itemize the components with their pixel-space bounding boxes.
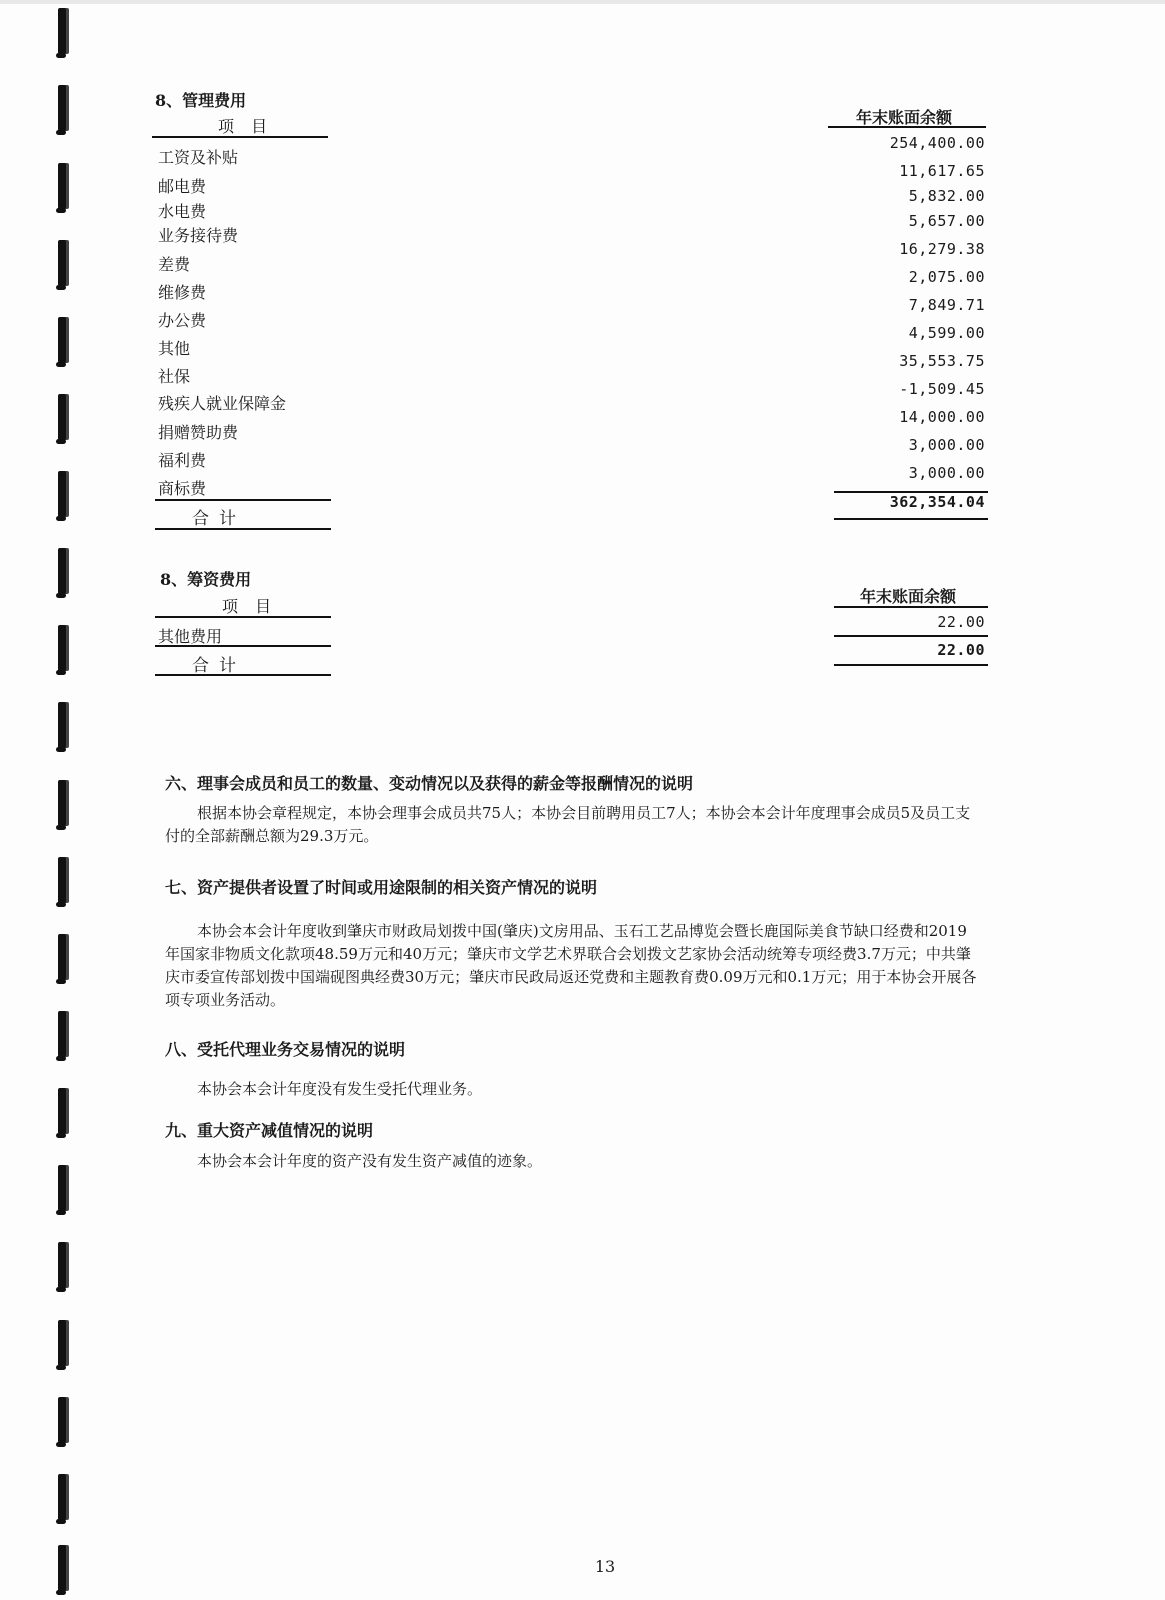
binding-hole xyxy=(58,1474,66,1520)
table-row-label: 工资及补贴 xyxy=(158,148,239,167)
page-top-edge xyxy=(0,0,1165,4)
table-row-value: 254,400.00 xyxy=(889,134,985,152)
binding-hole xyxy=(58,240,66,286)
balance-column-header: 年末账面余额 xyxy=(856,108,953,127)
table-row-label: 福利费 xyxy=(158,451,207,470)
total-rule-left-top xyxy=(155,645,331,647)
total-rule-left-top xyxy=(155,499,331,501)
total-rule-left-bottom xyxy=(155,528,331,530)
section-7-text: 本协会本会计年度收到肇庆市财政局划拨中国(肇庆)文房用品、玉石工艺品博览会暨长鹿国际美食节缺口经费和2019年国家非物质文化款项48.59万元和40万元；肇庆市文学艺术界联合会划拨文艺家协会活动统筹专项经费3.7万元；中共肇庆市委宣传部划拨中国端砚图典经费30万元；肇庆市民政局返还党费和主题教育费0.09万元和0.1万元；用于本协会开展各项专项业务活动。 xyxy=(165,922,977,1009)
binding-hole xyxy=(58,163,66,209)
table-row-value: 22.00 xyxy=(937,613,985,631)
item-column-header: 项 目 xyxy=(218,117,274,136)
binding-hole xyxy=(58,1397,66,1443)
binding-hole xyxy=(58,394,66,440)
table-row-label: 办公费 xyxy=(158,311,207,330)
header-rule-left xyxy=(152,136,328,138)
table-row-label: 社保 xyxy=(158,367,191,386)
binding-hole xyxy=(58,1011,66,1057)
header-rule-right xyxy=(834,606,988,608)
table-row-value: 2,075.00 xyxy=(908,268,985,286)
binding-hole xyxy=(58,1320,66,1366)
total-value: 22.00 xyxy=(937,641,985,659)
binding-hole xyxy=(58,857,66,903)
management-title: 8、管理费用 xyxy=(155,91,247,110)
binding-hole xyxy=(58,471,66,517)
section-7-heading: 七、资产提供者设置了时间或用途限制的相关资产情况的说明 xyxy=(165,878,598,897)
total-rule-right-bottom xyxy=(834,664,988,666)
table-row-label: 捐赠赞助费 xyxy=(158,423,239,442)
table-row-value: 14,000.00 xyxy=(899,408,985,426)
section-9-heading: 九、重大资产减值情况的说明 xyxy=(165,1121,374,1140)
total-label: 合计 xyxy=(192,656,246,676)
binding-hole xyxy=(58,548,66,594)
table-row-value: 5,832.00 xyxy=(908,187,985,205)
table-row-value: 5,657.00 xyxy=(908,212,985,230)
table-row-value: 16,279.38 xyxy=(899,240,985,258)
table-row-value: 35,553.75 xyxy=(899,352,985,370)
table-row-label: 差费 xyxy=(158,255,191,274)
item-column-header: 项 目 xyxy=(222,597,278,616)
table-row-label: 其他 xyxy=(158,339,191,358)
binding-hole xyxy=(58,1165,66,1211)
table-row-value: 7,849.71 xyxy=(908,296,985,314)
binding-hole xyxy=(58,625,66,671)
header-rule-right xyxy=(828,126,986,128)
binding-hole xyxy=(58,1242,66,1288)
table-row-value: 4,599.00 xyxy=(908,324,985,342)
table-row-value: 3,000.00 xyxy=(908,464,985,482)
table-row-value: 3,000.00 xyxy=(908,436,985,454)
binding-hole xyxy=(58,8,66,54)
binding-hole xyxy=(58,1088,66,1134)
binding-hole xyxy=(58,780,66,826)
table-row-label: 业务接待费 xyxy=(158,226,239,245)
table-row-label: 商标费 xyxy=(158,479,207,498)
table-row-value: -1,509.45 xyxy=(899,380,985,398)
binding-hole xyxy=(58,317,66,363)
section-6-heading: 六、理事会成员和员工的数量、变动情况以及获得的薪金等报酬情况的说明 xyxy=(165,774,694,793)
table-row-label: 邮电费 xyxy=(158,177,207,196)
table-row-label: 其他费用 xyxy=(158,627,223,646)
binding-hole xyxy=(58,85,66,131)
binding-hole xyxy=(58,934,66,980)
header-rule-left xyxy=(155,616,331,618)
section-6-text: 根据本协会章程规定，本协会理事会成员共75人；本协会目前聘用员工7人；本协会本会计年度理事会成员5及员工支付的全部薪酬总额为29.3万元。 xyxy=(165,804,971,845)
total-rule-left-bottom xyxy=(155,674,331,676)
total-label: 合计 xyxy=(192,509,246,529)
section-8-heading: 八、受托代理业务交易情况的说明 xyxy=(165,1040,406,1059)
total-rule-right-top xyxy=(834,635,988,637)
total-value: 362,354.04 xyxy=(889,493,985,511)
spiral-binding xyxy=(0,0,80,1600)
financing-title: 8、筹资费用 xyxy=(160,570,252,589)
section-9-text: 本协会本会计年度的资产没有发生资产减值的迹象。 xyxy=(197,1152,543,1170)
page-number: 13 xyxy=(594,1557,616,1576)
table-row-label: 残疾人就业保障金 xyxy=(158,394,287,413)
table-row-label: 维修费 xyxy=(158,283,207,302)
total-rule-right-bottom xyxy=(834,518,988,520)
section-8-text: 本协会本会计年度没有发生受托代理业务。 xyxy=(197,1080,483,1098)
binding-hole xyxy=(58,702,66,748)
table-row-value: 11,617.65 xyxy=(899,162,985,180)
table-row-label: 水电费 xyxy=(158,202,207,221)
balance-column-header: 年末账面余额 xyxy=(860,587,957,606)
